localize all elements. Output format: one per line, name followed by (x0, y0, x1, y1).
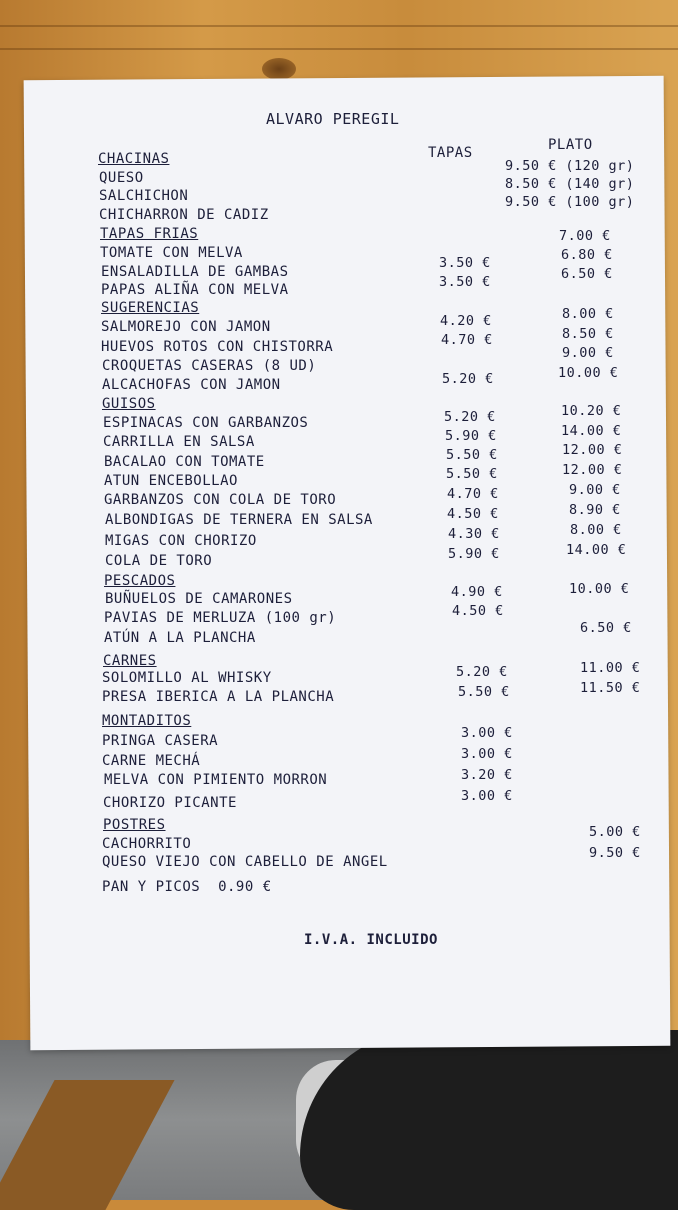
section-title: CARNES (103, 653, 157, 669)
menu-item: COLA DE TORO (105, 553, 213, 569)
plato-price: 10.20 € (561, 403, 622, 419)
menu-item: SOLOMILLO AL WHISKY (102, 670, 272, 686)
tapa-price: 3.20 € (461, 767, 513, 783)
plato-price: 9.50 € (589, 845, 641, 861)
menu-item: CACHORRITO (102, 836, 192, 852)
plato-price: 9.00 € (569, 482, 621, 498)
tapa-price: 5.50 € (458, 684, 510, 700)
plato-price: 9.00 € (562, 345, 614, 361)
plato-price: 14.00 € (566, 542, 627, 558)
footer-iva: I.V.A. INCLUIDO (304, 932, 438, 948)
menu-item: MELVA CON PIMIENTO MORRON (104, 772, 328, 788)
tapa-price: 4.30 € (448, 526, 500, 542)
tapa-price: 3.00 € (461, 788, 513, 804)
tapa-price: 5.50 € (446, 447, 498, 463)
section-title: POSTRES (103, 817, 166, 833)
plato-price: 10.00 € (558, 365, 619, 381)
tapa-price: 4.70 € (447, 486, 499, 502)
tapa-price: 4.50 € (452, 603, 504, 619)
pan-y-picos: PAN Y PICOS 0.90 € (102, 879, 272, 895)
menu-item: PRESA IBERICA A LA PLANCHA (102, 689, 335, 705)
tapa-price: 3.50 € (439, 255, 491, 271)
menu-item: QUESO VIEJO CON CABELLO DE ANGEL (102, 854, 388, 870)
menu-item: MIGAS CON CHORIZO (105, 533, 257, 549)
menu-item: ENSALADILLA DE GAMBAS (101, 264, 289, 280)
menu-item: CHORIZO PICANTE (103, 795, 237, 811)
menu-item: BACALAO CON TOMATE (104, 454, 265, 470)
tapa-price: 3.00 € (461, 725, 513, 741)
tapa-price: 4.90 € (451, 584, 503, 600)
tapa-price: 3.50 € (439, 274, 491, 290)
tapa-price: 4.20 € (440, 313, 492, 329)
plato-price: 8.00 € (570, 522, 622, 538)
tapa-price: 5.20 € (442, 371, 494, 387)
tapa-price: 5.20 € (456, 664, 508, 680)
tapa-price: 4.50 € (447, 506, 499, 522)
menu-item: ALCACHOFAS CON JAMON (102, 377, 281, 393)
menu-item: BUÑUELOS DE CAMARONES (105, 591, 293, 607)
plato-price: 9.50 € (120 gr) (505, 158, 635, 174)
plato-price: 8.50 € (140 gr) (505, 176, 635, 192)
section-title: SUGERENCIAS (101, 300, 200, 316)
tapa-price: 3.00 € (461, 746, 513, 762)
menu-item: ATÚN A LA PLANCHA (104, 630, 256, 646)
section-title: MONTADITOS (102, 713, 192, 729)
menu-item: QUESO (99, 170, 144, 186)
tapa-price: 5.50 € (446, 466, 498, 482)
section-title: GUISOS (102, 396, 156, 412)
menu-item: ESPINACAS CON GARBANZOS (103, 415, 309, 431)
menu-item: PRINGA CASERA (102, 733, 219, 749)
column-tapas: TAPAS (428, 145, 473, 161)
section-title: CHACINAS (98, 151, 170, 167)
tapa-price: 5.90 € (448, 546, 500, 562)
menu-item: ALBONDIGAS DE TERNERA EN SALSA (105, 512, 373, 528)
menu-item: CARNE MECHÁ (102, 753, 201, 769)
plato-price: 12.00 € (562, 442, 623, 458)
tapa-price: 5.20 € (444, 409, 496, 425)
column-plato: PLATO (548, 137, 593, 153)
tapa-price: 5.90 € (445, 428, 497, 444)
menu-item: ATUN ENCEBOLLAO (104, 473, 238, 489)
menu-item: PAVIAS DE MERLUZA (100 gr) (104, 610, 337, 626)
plato-price: 5.00 € (589, 824, 641, 840)
menu-item: SALCHICHON (99, 188, 189, 204)
restaurant-name: ALVARO PEREGIL (266, 110, 400, 128)
section-title: PESCADOS (104, 573, 176, 589)
menu-item: CHICHARRON DE CADIZ (99, 207, 269, 223)
plato-price: 8.00 € (562, 306, 614, 322)
plato-price: 14.00 € (561, 423, 622, 439)
plato-price: 6.80 € (561, 247, 613, 263)
plato-price: 8.90 € (569, 502, 621, 518)
shoe (300, 1030, 678, 1210)
plato-price: 8.50 € (562, 326, 614, 342)
plato-price: 7.00 € (559, 228, 611, 244)
plato-price: 6.50 € (561, 266, 613, 282)
plato-price: 9.50 € (100 gr) (505, 194, 635, 210)
menu-item: PAPAS ALIÑA CON MELVA (101, 282, 289, 298)
plato-price: 12.00 € (562, 462, 623, 478)
section-title: TAPAS FRIAS (100, 226, 199, 242)
plato-price: 10.00 € (569, 581, 630, 597)
plato-price: 11.50 € (580, 680, 641, 696)
tapa-price: 4.70 € (441, 332, 493, 348)
plato-price: 6.50 € (580, 620, 632, 636)
menu-item: TOMATE CON MELVA (100, 245, 243, 261)
menu-item: GARBANZOS CON COLA DE TORO (104, 492, 337, 508)
plato-price: 11.00 € (580, 660, 641, 676)
menu-item: CROQUETAS CASERAS (8 UD) (102, 358, 317, 374)
menu-item: SALMOREJO CON JAMON (101, 319, 271, 335)
menu-item: CARRILLA EN SALSA (103, 434, 255, 450)
menu-item: HUEVOS ROTOS CON CHISTORRA (101, 339, 334, 355)
